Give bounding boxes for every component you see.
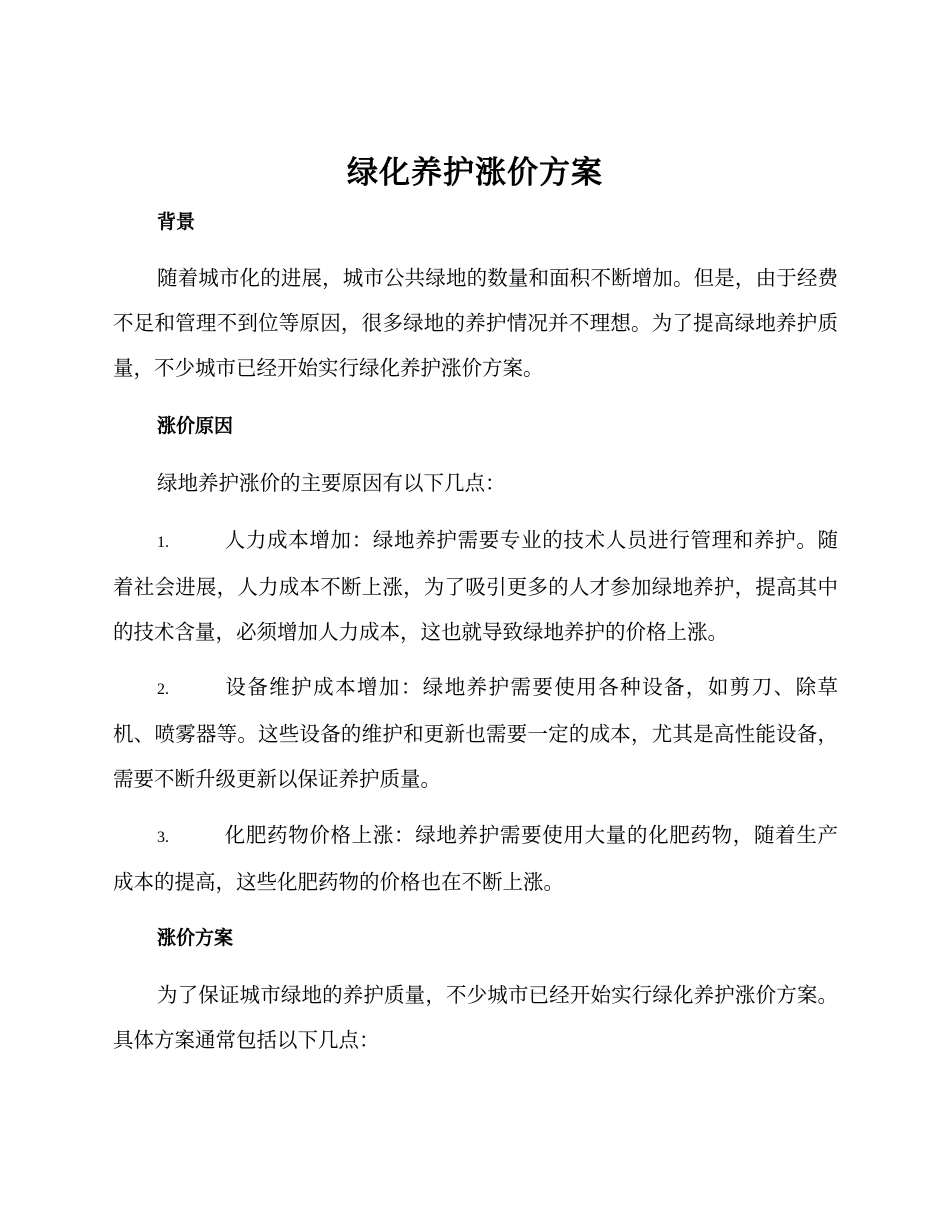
list-item-text: 化肥药物价格上涨：绿地养护需要使用大量的化肥药物，随着生产成本的提高，这些化肥药物的价格也在不断上涨。	[113, 823, 838, 894]
list-number: 2.	[157, 681, 169, 698]
section-heading-background: 背景	[157, 211, 196, 233]
list-item-text: 设备维护成本增加：绿地养护需要使用各种设备，如剪刀、除草机、喷雾器等。这些设备的维护和更新也需要一定的成本，尤其是高性能设备，需要不断升级更新以保证养护质量。	[113, 675, 838, 791]
section-heading-plan: 涨价方案	[157, 927, 234, 949]
list-number: 3.	[157, 829, 169, 846]
document-title: 绿化养护涨价方案	[347, 155, 603, 191]
section-heading-reasons: 涨价原因	[157, 415, 234, 437]
reason-item-1	[113, 518, 838, 655]
plan-paragraph: 为了保证城市绿地的养护质量，不少城市已经开始实行绿化养护涨价方案。具体方案通常包括以下几点：	[113, 983, 838, 1052]
list-item-text: 人力成本增加：绿地养护需要专业的技术人员进行管理和养护。随着社会进展，人力成本不断上涨，为了吸引更多的人才参加绿地养护，提高其中的技术含量，必须增加人力成本，这也就导致绿地养护的价格上涨。	[113, 528, 838, 644]
background-paragraph: 随着城市化的进展，城市公共绿地的数量和面积不断增加。但是，由于经费不足和管理不到位等原因，很多绿地的养护情况并不理想。为了提高绿地养护质量，不少城市已经开始实行绿化养护涨价方案。	[113, 266, 838, 380]
reasons-intro: 绿地养护涨价的主要原因有以下几点：	[157, 471, 506, 495]
reason-item-3	[113, 813, 838, 905]
list-number: 1.	[157, 534, 169, 551]
reason-item-2	[113, 665, 838, 802]
